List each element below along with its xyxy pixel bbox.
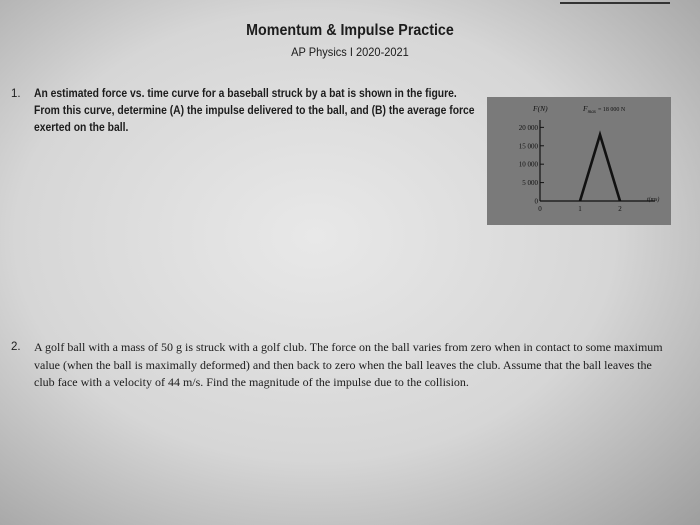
graph-y-tick-label: 20 000: [518, 123, 538, 132]
question-1-number: 1.: [11, 88, 21, 100]
graph-y-tick-label: 5 000: [522, 179, 538, 188]
graph-x-tick-label: 0: [538, 205, 542, 213]
question-1-text: An estimated force vs. time curve for a baseball struck by a bat is shown in the figure. From this curve, determine (A) the impulse delivered to the ball, and (B) the average force exerted on the ball.: [34, 88, 475, 134]
graph-x-ticks: [538, 205, 622, 213]
graph-fmax-label: $F_{max}$ $^{= 18 000 N}$: [583, 104, 626, 115]
graph-x-tick-label: 1: [578, 205, 582, 213]
top-edge-line: [560, 2, 670, 4]
graph-y-axis-label: F(N): [533, 104, 548, 113]
page-subtitle: AP Physics I 2020-2021: [291, 45, 409, 59]
graph-y-tick-label: 15 000: [518, 142, 538, 151]
page-title: Momentum & Impulse Practice: [246, 22, 454, 39]
force-curve: [580, 135, 620, 201]
graph-y-tick-label: 0: [534, 197, 538, 206]
force-time-graph: [487, 97, 671, 225]
graph-x-tick-label: 2: [618, 205, 622, 213]
question-2-number: 2.: [11, 341, 21, 353]
force-time-graph-svg: [487, 97, 671, 225]
question-2-text: A golf ball with a mass of 50 g is struck with a golf club. The force on the ball varies from zero when in contact to some maximum value (when the ball is maximally deformed) and then back to zero when the ball leaves the club. Assume that the ball leaves the club face with a velocity of 44 m/s. Find the magnitude of the impulse due to the collision.: [34, 340, 663, 389]
graph-x-axis-label: t(ms): [647, 197, 660, 203]
graph-y-tick-label: 10 000: [518, 160, 538, 169]
